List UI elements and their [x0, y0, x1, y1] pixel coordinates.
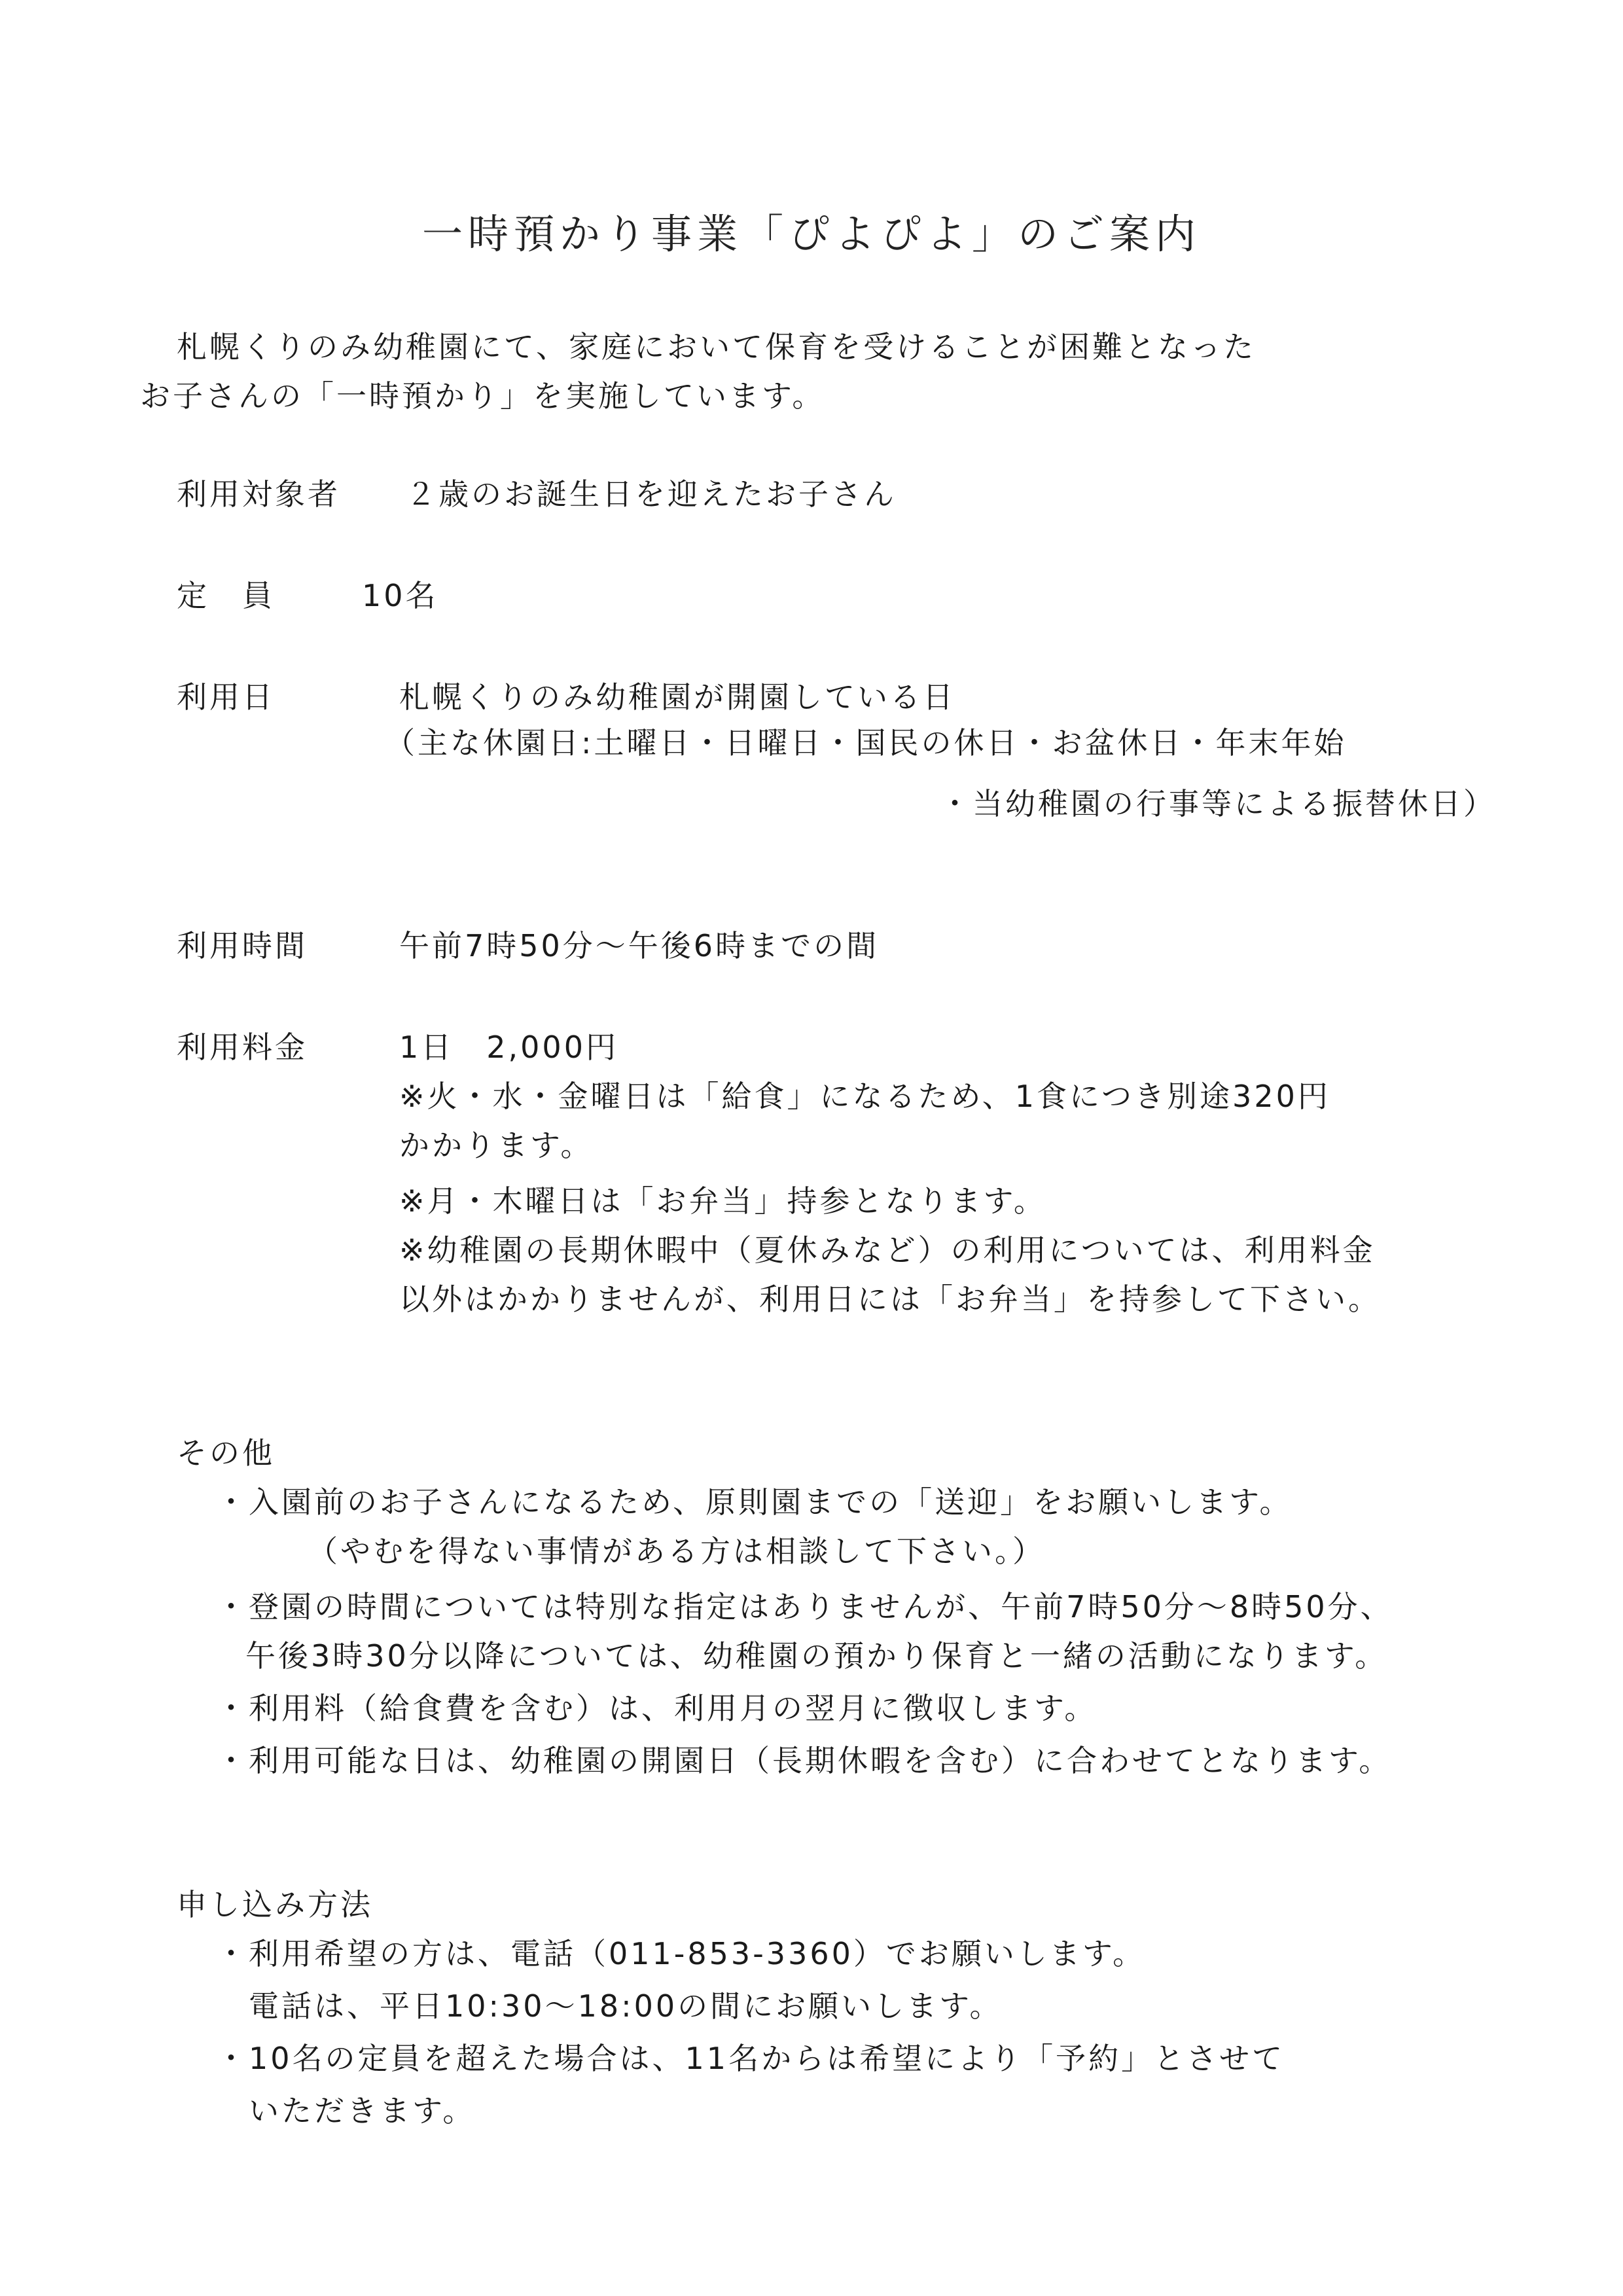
other-line-2: （やむを得ない事情がある方は相談して下さい。）: [308, 1534, 1045, 1569]
other-heading: その他: [177, 1435, 275, 1471]
page-title: 一時預かり事業「ぴよぴよ」のご案内: [421, 210, 1201, 258]
days-line-3: ・当幼稚園の行事等による振替休日）: [940, 786, 1496, 821]
fee-line-1: 1日 2,000円: [399, 1030, 618, 1065]
apply-line-2: 電話は、平日10:30～18:00の間にお願いします。: [249, 1988, 1003, 2024]
capacity-value: 10名: [362, 578, 438, 613]
eligibility-label: 利用対象者: [177, 476, 340, 512]
days-line-2: （主な休園日:土曜日・日曜日・国民の休日・お盆休日・年末年始: [385, 725, 1347, 761]
intro-line-1: 札幌くりのみ幼稚園にて、家庭において保育を受けることが困難となった: [177, 329, 1257, 365]
apply-heading: 申し込み方法: [177, 1887, 373, 1922]
apply-line-1: ・利用希望の方は、電話（011-853-3360）でお願いします。: [216, 1936, 1146, 1971]
apply-line-3: ・10名の定員を超えた場合は、11名からは希望により「予約」とさせて: [216, 2041, 1285, 2076]
capacity-label: 定 員: [177, 578, 275, 613]
fee-line-4: ※月・木曜日は「お弁当」持参となります。: [399, 1183, 1046, 1219]
eligibility-value: ２歳のお誕生日を迎えたお子さん: [406, 476, 897, 512]
other-line-3: ・登園の時間については特別な指定はありませんが、午前7時50分～8時50分、: [216, 1589, 1393, 1624]
apply-line-4: いただきます。: [249, 2093, 476, 2128]
hours-label: 利用時間: [177, 928, 308, 963]
other-line-4: 午後3時30分以降については、幼稚園の預かり保育と一緒の活動になります。: [245, 1638, 1388, 1674]
fee-line-3: かかります。: [399, 1128, 594, 1163]
other-line-5: ・利用料（給食費を含む）は、利用月の翌月に徴収します。: [216, 1691, 1097, 1726]
fee-line-2: ※火・水・金曜日は「給食」になるため、1食につき別途320円: [399, 1079, 1330, 1114]
hours-value: 午前7時50分～午後6時までの間: [399, 928, 880, 963]
other-line-1: ・入園前のお子さんになるため、原則園までの「送迎」をお願いします。: [216, 1484, 1293, 1520]
fee-line-5: ※幼稚園の長期休暇中（夏休みなど）の利用については、利用料金: [399, 1232, 1376, 1268]
other-line-6: ・利用可能な日は、幼稚園の開園日（長期休暇を含む）に合わせてとなります。: [216, 1743, 1392, 1778]
days-label: 利用日: [177, 679, 275, 715]
fee-line-6: 以外はかかりませんが、利用日には「お弁当」を持参して下さい。: [399, 1282, 1381, 1317]
fee-label: 利用料金: [177, 1030, 308, 1065]
days-line-1: 札幌くりのみ幼稚園が開園している日: [399, 679, 955, 715]
intro-line-2: お子さんの「一時預かり」を実施しています。: [140, 378, 825, 414]
